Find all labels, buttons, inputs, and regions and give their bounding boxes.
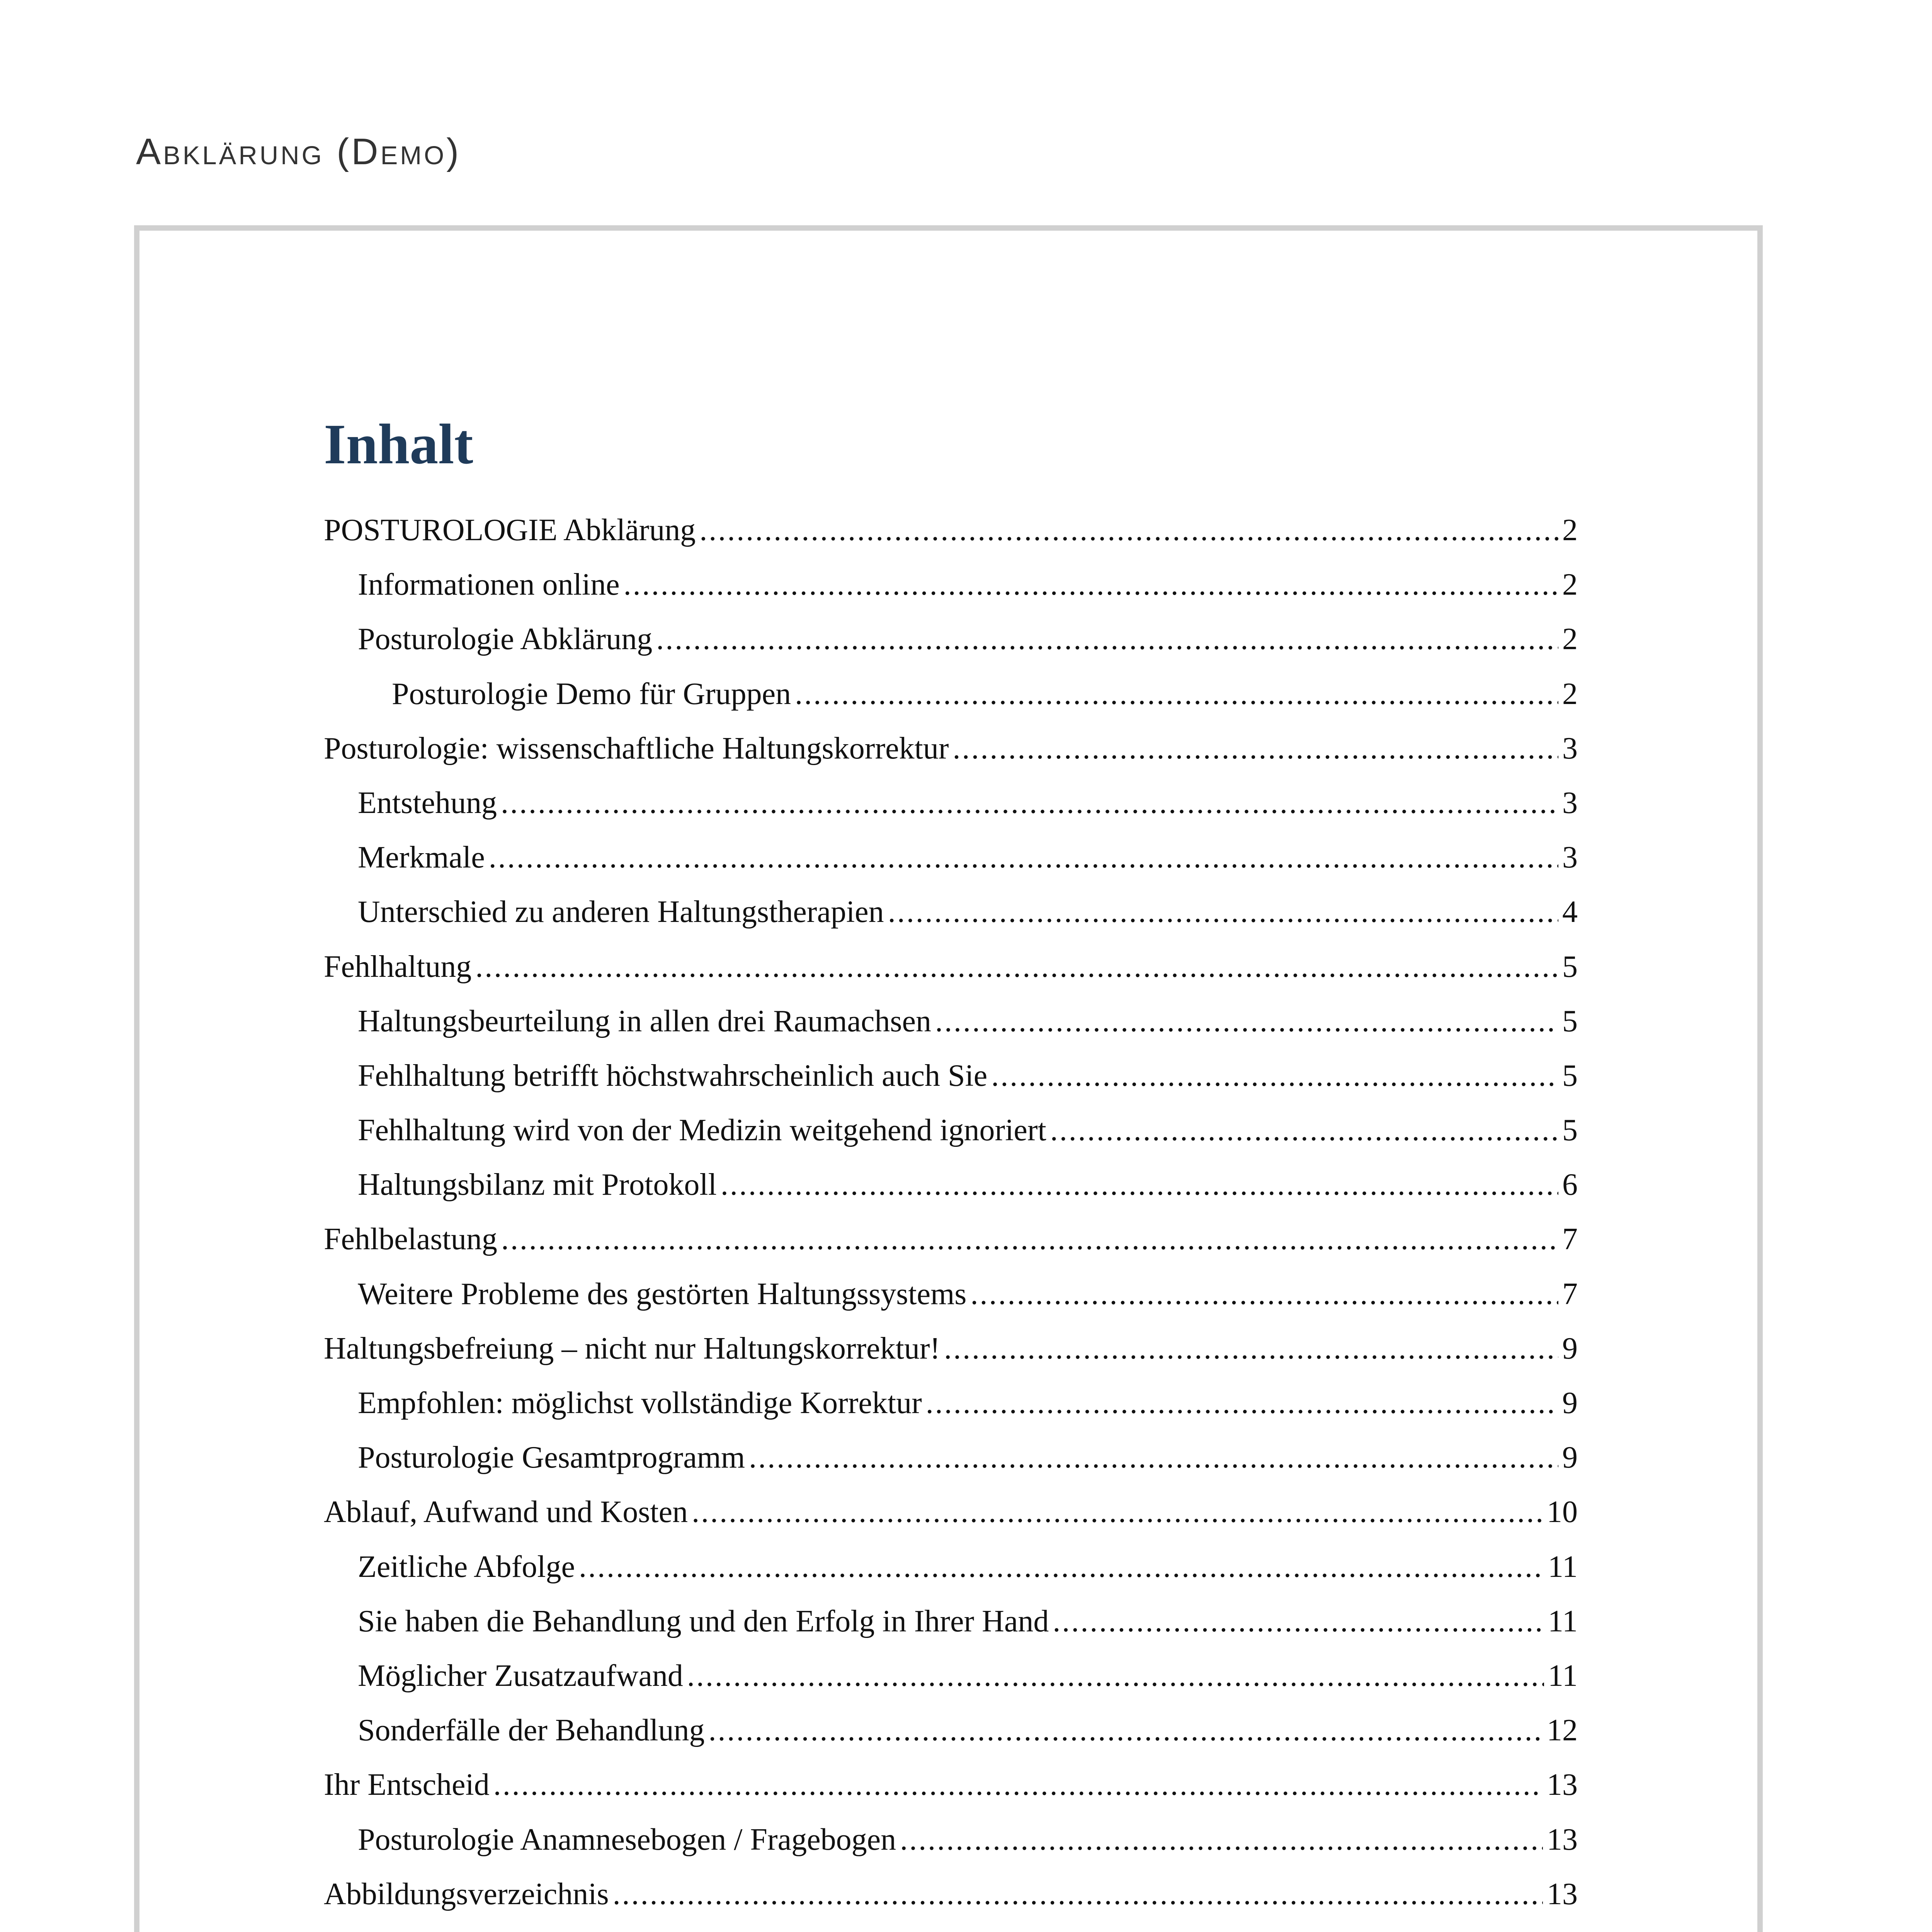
toc-entry-page: 5	[1562, 1004, 1578, 1038]
toc-leader-dots	[656, 612, 1558, 667]
toc-entry[interactable]	[324, 1594, 1578, 1649]
running-header: Abklärung (Demo)	[136, 131, 461, 172]
toc-entry-label: Entstehung	[358, 786, 497, 820]
toc-entry[interactable]	[324, 1103, 1578, 1158]
toc-entry[interactable]	[324, 1321, 1578, 1376]
toc-leader-dots	[501, 1212, 1558, 1267]
toc-entry-label: Weitere Probleme des gestörten Haltungssystems	[358, 1277, 967, 1311]
toc-leader-dots	[709, 1703, 1543, 1758]
toc-leader-dots	[579, 1540, 1544, 1594]
toc-entry-page: 11	[1548, 1658, 1578, 1693]
toc-entry-page: 3	[1562, 840, 1578, 875]
toc-leader-dots	[749, 1430, 1558, 1485]
toc-entry-label: Fehlhaltung wird von der Medizin weitgehend ignoriert	[358, 1113, 1046, 1148]
toc-entry-page: 11	[1548, 1604, 1578, 1638]
toc-leader-dots	[944, 1321, 1558, 1376]
toc-entry-page: 9	[1562, 1440, 1578, 1475]
toc-entry[interactable]	[324, 667, 1578, 721]
toc-entry-label: Posturologie Gesamtprogramm	[358, 1440, 745, 1475]
toc-entry-label: Fehlhaltung betrifft höchstwahrscheinlich auch Sie	[358, 1058, 988, 1093]
toc-entry-label: Fehlbelastung	[324, 1222, 497, 1257]
toc-leader-dots	[493, 1758, 1543, 1812]
toc-entry-page: 6	[1562, 1168, 1578, 1202]
table-of-contents	[324, 503, 1578, 1922]
toc-leader-dots	[613, 1867, 1543, 1922]
toc-entry-label: Informationen online	[358, 568, 620, 602]
toc-entry-page: 3	[1562, 731, 1578, 765]
toc-entry-page: 13	[1547, 1768, 1578, 1802]
toc-entry[interactable]	[324, 1049, 1578, 1103]
toc-leader-dots	[624, 558, 1558, 612]
toc-entry-label: Haltungsbeurteilung in allen drei Raumachsen	[358, 1004, 932, 1038]
toc-entry-page: 2	[1562, 622, 1578, 656]
toc-entry-page: 5	[1562, 1058, 1578, 1093]
toc-entry-page: 7	[1562, 1277, 1578, 1311]
toc-entry-label: Posturologie Demo für Gruppen	[392, 677, 791, 711]
toc-leader-dots	[687, 1649, 1544, 1703]
toc-entry[interactable]	[324, 1430, 1578, 1485]
toc-entry-label: Posturologie Anamnesebogen / Fragebogen	[358, 1822, 896, 1857]
toc-entry-label: Sonderfälle der Behandlung	[358, 1713, 705, 1748]
toc-leader-dots	[1050, 1103, 1558, 1158]
toc-entry[interactable]	[324, 1267, 1578, 1321]
toc-entry[interactable]	[324, 1703, 1578, 1758]
toc-entry-label: Zeitliche Abfolge	[358, 1549, 575, 1584]
toc-entry[interactable]	[324, 1758, 1578, 1812]
toc-entry-label: POSTUROLOGIE Abklärung	[324, 513, 696, 547]
toc-entry-label: Ablauf, Aufwand und Kosten	[324, 1495, 688, 1529]
toc-entry[interactable]	[324, 830, 1578, 885]
toc-entry[interactable]	[324, 1867, 1578, 1922]
toc-entry-page: 10	[1547, 1495, 1578, 1529]
toc-entry[interactable]	[324, 612, 1578, 667]
toc-leader-dots	[1053, 1594, 1544, 1649]
toc-leader-dots	[888, 885, 1558, 939]
toc-entry-page: 5	[1562, 1113, 1578, 1148]
toc-entry-page: 2	[1562, 677, 1578, 711]
toc-entry[interactable]	[324, 1485, 1578, 1539]
toc-entry-page: 13	[1547, 1822, 1578, 1857]
toc-entry-page: 9	[1562, 1331, 1578, 1366]
toc-entry-page: 13	[1547, 1877, 1578, 1911]
toc-leader-dots	[475, 940, 1558, 994]
toc-entry-page: 5	[1562, 949, 1578, 984]
toc-entry[interactable]	[324, 1376, 1578, 1430]
toc-entry[interactable]	[324, 1540, 1578, 1594]
toc-entry[interactable]	[324, 994, 1578, 1049]
toc-entry-label: Abbildungsverzeichnis	[324, 1877, 609, 1911]
toc-entry-label: Merkmale	[358, 840, 485, 875]
toc-entry-page: 2	[1562, 568, 1578, 602]
toc-entry-label: Haltungsbefreiung – nicht nur Haltungskorrektur!	[324, 1331, 940, 1366]
toc-entry[interactable]	[324, 1158, 1578, 1212]
toc-leader-dots	[952, 721, 1558, 776]
toc-entry[interactable]	[324, 721, 1578, 776]
toc-leader-dots	[692, 1485, 1543, 1539]
toc-entry[interactable]	[324, 503, 1578, 558]
toc-entry[interactable]	[324, 1649, 1578, 1703]
toc-leader-dots	[489, 830, 1558, 885]
toc-entry[interactable]	[324, 885, 1578, 939]
toc-entry-page: 12	[1547, 1713, 1578, 1748]
toc-leader-dots	[935, 994, 1558, 1049]
toc-entry-label: Ihr Entscheid	[324, 1768, 490, 1802]
toc-entry-label: Sie haben die Behandlung und den Erfolg in Ihrer Hand	[358, 1604, 1049, 1638]
toc-entry-label: Möglicher Zusatzaufwand	[358, 1658, 683, 1693]
toc-leader-dots	[926, 1376, 1558, 1430]
toc-entry-label: Posturologie: wissenschaftliche Haltungskorrektur	[324, 731, 949, 765]
toc-leader-dots	[501, 776, 1558, 830]
toc-title: Inhalt	[324, 413, 473, 476]
toc-leader-dots	[900, 1813, 1543, 1867]
toc-leader-dots	[721, 1158, 1558, 1212]
toc-leader-dots	[991, 1049, 1558, 1103]
toc-entry-page: 3	[1562, 786, 1578, 820]
toc-entry-page: 9	[1562, 1386, 1578, 1420]
toc-entry[interactable]	[324, 558, 1578, 612]
toc-entry-page: 4	[1562, 895, 1578, 929]
toc-entry-label: Unterschied zu anderen Haltungstherapien	[358, 895, 884, 929]
toc-entry-page: 11	[1548, 1549, 1578, 1584]
toc-entry[interactable]	[324, 776, 1578, 830]
toc-entry[interactable]	[324, 1813, 1578, 1867]
toc-entry-label: Haltungsbilanz mit Protokoll	[358, 1168, 717, 1202]
toc-leader-dots	[699, 503, 1558, 558]
toc-entry[interactable]	[324, 940, 1578, 994]
toc-leader-dots	[970, 1267, 1558, 1321]
toc-entry-label: Fehlhaltung	[324, 949, 472, 984]
toc-entry-page: 2	[1562, 513, 1578, 547]
toc-entry[interactable]	[324, 1212, 1578, 1267]
toc-leader-dots	[795, 667, 1558, 721]
toc-entry-label: Empfohlen: möglichst vollständige Korrektur	[358, 1386, 922, 1420]
toc-entry-label: Posturologie Abklärung	[358, 622, 653, 656]
toc-entry-page: 7	[1562, 1222, 1578, 1257]
